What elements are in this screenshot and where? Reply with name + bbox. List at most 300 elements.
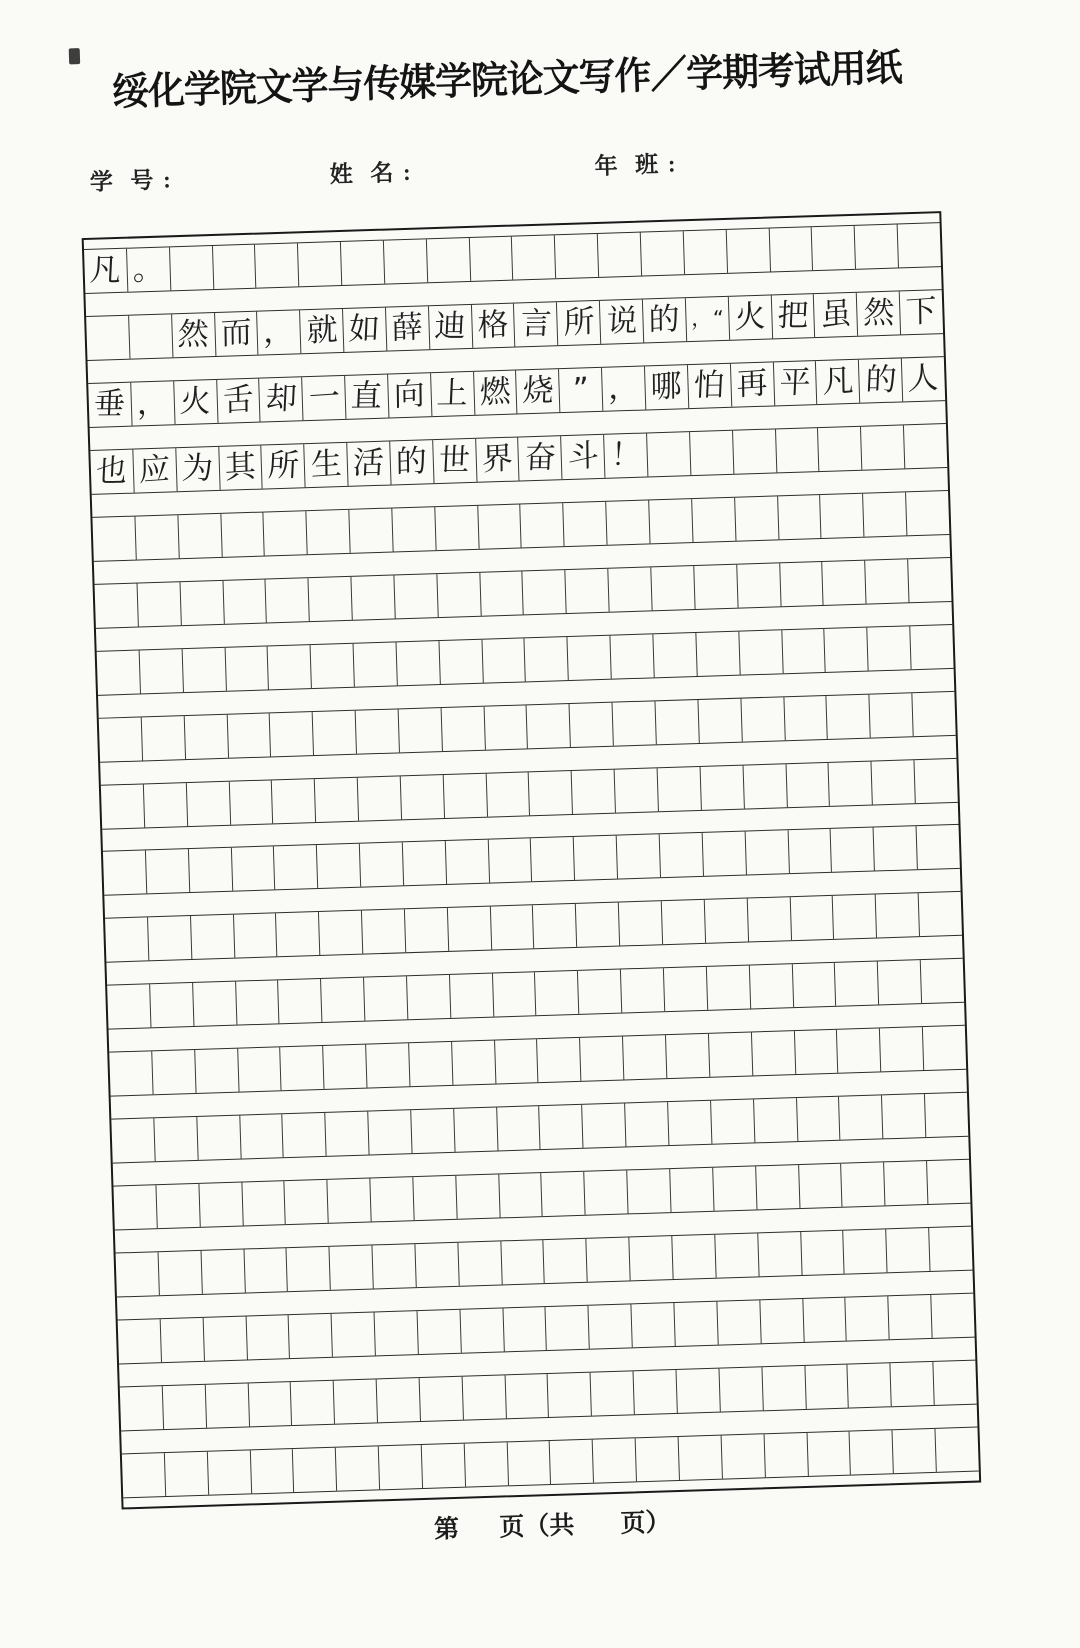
grid-cell (904, 424, 947, 468)
grid-cell (799, 1164, 843, 1208)
grid-cell (407, 975, 451, 1019)
grid-cell (435, 506, 479, 550)
handwriting-char: 平 (778, 364, 812, 401)
grid-cell (113, 1185, 157, 1229)
grid-cell (386, 306, 430, 350)
grid-cell (933, 1361, 976, 1405)
grid-cell (694, 564, 738, 608)
handwriting-char: 薛 (391, 308, 424, 347)
grid-cell (160, 1318, 204, 1362)
grid-cell (482, 638, 526, 682)
grid-cell (559, 368, 603, 412)
grid-cell (576, 903, 620, 947)
grid-cell (623, 1035, 667, 1079)
handwriting-char: ，“ (690, 306, 724, 331)
grid-cell (865, 559, 909, 603)
grid-cell (696, 631, 740, 675)
grid-cell (452, 1041, 496, 1085)
grid-cell (375, 1311, 419, 1355)
handwriting-char: ， (262, 313, 296, 350)
grid-cell (431, 372, 475, 416)
grid-cell (921, 959, 964, 1003)
grid-cell (101, 784, 145, 828)
handwriting-char: 格 (477, 306, 509, 345)
grid-cell (760, 1299, 804, 1343)
grid-cell (427, 238, 471, 282)
handwriting-char: 的 (395, 442, 428, 481)
grid-cell (874, 827, 918, 871)
grid-cell (823, 560, 867, 604)
grid-cell (429, 305, 473, 349)
grid-cell (762, 1366, 806, 1410)
grid-cell (531, 837, 575, 881)
grid-cell (555, 234, 599, 278)
grid-cell (150, 983, 194, 1027)
grid-cell (446, 840, 490, 884)
grid-cell (741, 697, 785, 741)
grid-cell (240, 1114, 284, 1158)
grid-cell (825, 627, 869, 671)
grid-cell (417, 1310, 461, 1354)
grid-cell (542, 1172, 586, 1216)
grid-cell (898, 223, 941, 267)
grid-cell (405, 908, 449, 952)
handwriting-char: 火 (179, 383, 212, 420)
grid-cell (629, 1236, 673, 1280)
grid-cell (362, 910, 406, 954)
grid-row (86, 289, 943, 361)
grid-cell (139, 649, 183, 693)
grid-cell (670, 1168, 714, 1212)
grid-cell (272, 779, 316, 823)
grid-cell (276, 912, 320, 956)
grid-cell (731, 362, 775, 406)
handwriting-char: 也 (95, 453, 129, 490)
grid-cell (133, 448, 177, 492)
grid-cell (820, 493, 864, 537)
grid-cell (660, 833, 704, 877)
grid-cell (863, 492, 907, 536)
handwriting-char: 所 (266, 447, 300, 484)
grid-cell (236, 981, 280, 1025)
grid-cell (587, 1237, 631, 1281)
grid-cell (172, 313, 216, 357)
grid-cell (174, 380, 218, 424)
grid-cell (606, 500, 650, 544)
grid-cell (801, 1231, 845, 1275)
grid-cell (516, 369, 560, 413)
grid-cell (728, 295, 772, 339)
handwriting-char: 再 (736, 364, 768, 404)
grid-cell (707, 966, 751, 1010)
grid-cell (86, 316, 130, 360)
handwriting-char: 所 (563, 303, 595, 342)
handwriting-char: 却 (264, 380, 298, 417)
grid-cell (872, 760, 916, 804)
grid-cell (886, 1228, 930, 1272)
grid-cell (923, 1026, 966, 1070)
grid-cell (557, 301, 601, 345)
grid-cell (195, 1049, 239, 1093)
grid-cell (627, 1169, 671, 1213)
grid-cell (422, 1444, 466, 1488)
handwriting-char: 的 (648, 300, 681, 339)
grid-cell (349, 508, 393, 552)
grid-cell (778, 495, 822, 539)
grid-cell (221, 512, 265, 556)
handwriting-char: 说 (605, 303, 638, 340)
grid-cell (351, 575, 395, 619)
grid-cell (743, 764, 787, 808)
grid-cell (97, 650, 141, 694)
grid-cell (118, 1319, 162, 1363)
grid-cell (309, 576, 353, 620)
handwriting-char: 其 (224, 448, 257, 487)
handwriting-char: 一 (308, 378, 340, 417)
handwriting-char: 怕 (693, 367, 726, 404)
grid-cell (790, 896, 834, 940)
grid-row (109, 1025, 966, 1097)
grid-cell (540, 1105, 584, 1149)
grid-cell (219, 445, 263, 489)
grid-cell (330, 1246, 374, 1290)
grid-cell (189, 848, 233, 892)
grid-cell (666, 1034, 710, 1078)
grid-cell (283, 1113, 327, 1157)
grid-cell (347, 441, 391, 485)
grid-cell (493, 973, 537, 1017)
grid-cell (870, 693, 914, 737)
grid-cell (131, 381, 175, 425)
grid-cell (304, 443, 348, 487)
grid-cell (499, 1173, 543, 1217)
grid-cell (891, 1362, 935, 1406)
grid-cell (615, 768, 659, 812)
grid-cell (268, 645, 312, 689)
grid-cell (882, 1094, 926, 1138)
grid-cell (484, 705, 528, 749)
grid-cell (544, 1239, 588, 1283)
grid-cell (752, 1031, 796, 1075)
student-name-label: 姓 名 : (329, 159, 414, 188)
grid-cell (700, 765, 744, 809)
grid-cell (604, 433, 648, 477)
grid-cell (902, 357, 945, 401)
grid-cell (420, 1377, 464, 1421)
grid-cell (439, 639, 483, 683)
handwriting-char: 活 (352, 444, 386, 482)
grid-cell (719, 1367, 763, 1411)
grid-cell (315, 777, 359, 821)
footer-page-middle: 页（共 (498, 1512, 575, 1542)
handwriting-char: 把 (776, 297, 810, 334)
grid-cell (829, 761, 873, 805)
grid-cell (747, 898, 791, 942)
grid-cell (688, 364, 732, 408)
grid-cell (931, 1294, 974, 1338)
grid-cell (176, 447, 220, 491)
grid-cell (244, 1248, 288, 1292)
grid-cell (737, 563, 781, 607)
grid-cell (535, 971, 579, 1015)
grid-cell (99, 717, 143, 761)
grid-cell (548, 1373, 592, 1417)
grid-row (97, 624, 954, 696)
grid-cell (334, 1379, 378, 1423)
grid-cell (231, 847, 275, 891)
grid-row (122, 1426, 979, 1498)
grid-cell (876, 894, 920, 938)
grid-cell (550, 1440, 594, 1484)
grid-cell (464, 1442, 508, 1486)
grid-cell (458, 1241, 502, 1285)
grid-cell (411, 1109, 455, 1153)
grid-cell (726, 229, 770, 273)
grid-cell (690, 431, 734, 475)
grid-cell (478, 504, 522, 548)
grid-cell (733, 429, 777, 473)
grid-cell (441, 706, 485, 750)
grid-cell (769, 227, 813, 271)
grid-cell (208, 1450, 252, 1494)
grid-cell (839, 1096, 883, 1140)
grid-cell (270, 712, 314, 756)
handwriting-char: 人 (907, 359, 940, 398)
grid-cell (401, 775, 445, 819)
grid-cell (784, 695, 828, 739)
grid-cell (684, 230, 728, 274)
grid-cell (782, 629, 826, 673)
grid-cell (519, 436, 563, 480)
grid-cell (490, 906, 534, 950)
grid-cell (390, 440, 434, 484)
handwriting-char: 舌 (222, 381, 254, 420)
grid-cell (739, 630, 783, 674)
grid-cell (472, 303, 516, 347)
grid-cell (593, 1438, 637, 1482)
grid-cell (356, 709, 400, 753)
handwriting-char: 如 (348, 311, 382, 348)
grid-cell (676, 1369, 720, 1413)
grid-cell (812, 226, 856, 270)
grid-cell (711, 1100, 755, 1144)
grid-cell (199, 1183, 243, 1227)
grid-cell (474, 370, 518, 414)
handwriting-char: 迪 (433, 308, 467, 345)
grid-cell (323, 1045, 367, 1089)
grid-cell (775, 428, 819, 472)
grid-cell (505, 1374, 549, 1418)
grid-cell (636, 1437, 680, 1481)
grid-cell (443, 773, 487, 817)
handwriting-char: ， (136, 383, 169, 422)
grid-cell (788, 829, 832, 873)
grid-cell (129, 314, 173, 358)
grid-cell (758, 1232, 802, 1276)
grid-cell (529, 770, 573, 814)
handwriting-char: 燃 (479, 373, 511, 412)
grid-cell (242, 1181, 286, 1225)
grid-cell (116, 1252, 160, 1296)
grid-cell (893, 1429, 937, 1473)
grid-cell (561, 435, 605, 479)
grid-cell (255, 243, 299, 287)
grid-cell (313, 710, 357, 754)
grid-cell (368, 1110, 412, 1154)
grid-row (84, 222, 941, 294)
grid-cell (818, 427, 862, 471)
handwriting-char: 哪 (650, 367, 683, 406)
grid-cell (317, 844, 361, 888)
student-id-label: 学 号 : (89, 167, 174, 195)
grid-row (95, 557, 952, 629)
grid-cell (841, 1162, 885, 1206)
grid-cell (717, 1300, 761, 1344)
handwriting-char: 然 (177, 316, 210, 353)
grid-cell (514, 302, 558, 346)
grid-cell (178, 514, 222, 558)
grid-cell (379, 1445, 423, 1489)
grid-cell (621, 968, 665, 1012)
grid-cell (212, 245, 256, 289)
grid-cell (582, 1104, 626, 1148)
grid-cell (298, 242, 342, 286)
grid-cell (803, 1298, 847, 1342)
grid-cell (460, 1308, 504, 1352)
handwriting-char: 向 (393, 375, 426, 414)
grid-row (118, 1293, 975, 1365)
grid-cell (343, 308, 387, 352)
grid-cell (662, 900, 706, 944)
grid-row (88, 356, 945, 428)
grid-cell (749, 964, 793, 1008)
grid-cell (90, 449, 134, 493)
grid-cell (462, 1375, 506, 1419)
grid-cell (184, 714, 228, 758)
grid-cell (103, 851, 147, 895)
grid-cell (225, 646, 269, 690)
grid-cell (686, 297, 730, 341)
grid-cell (814, 293, 858, 337)
handwriting-char: 火 (734, 298, 766, 337)
grid-cell (861, 425, 905, 469)
handwriting-char: 垂 (93, 386, 127, 423)
grid-cell (797, 1097, 841, 1141)
grid-cell (692, 497, 736, 541)
grid-cell (835, 962, 879, 1006)
handwriting-char: 生 (310, 445, 342, 484)
grid-cell (370, 1177, 414, 1221)
grid-cell (264, 511, 308, 555)
grid-cell (325, 1112, 369, 1156)
grid-cell (396, 641, 440, 685)
grid-cell (300, 309, 344, 353)
grid-cell (929, 1227, 972, 1271)
grid-cell (238, 1048, 282, 1092)
grid-cell (388, 373, 432, 417)
grid-cell (925, 1093, 968, 1137)
grid-cell (608, 567, 652, 611)
grid-cell (257, 310, 301, 354)
grid-cell (332, 1312, 376, 1356)
grid-cell (613, 701, 657, 745)
grid-cell (394, 574, 438, 618)
grid-cell (454, 1108, 498, 1152)
grid-cell (148, 916, 192, 960)
grid-cell (641, 231, 685, 275)
grid-cell (403, 841, 447, 885)
grid-cell (649, 499, 693, 543)
grid-cell (321, 978, 365, 1022)
handwriting-char: 就 (306, 311, 338, 350)
grid-cell (154, 1117, 198, 1161)
grid-cell (495, 1039, 539, 1083)
grid-cell (448, 907, 492, 951)
grid-cell (476, 437, 520, 481)
grid-cell (857, 291, 901, 335)
grid-cell (837, 1029, 881, 1073)
handwriting-char: 然 (862, 294, 895, 332)
grid-cell (585, 1171, 629, 1215)
grid-cell (805, 1365, 849, 1409)
grid-row (101, 757, 958, 829)
handwriting-char: 的 (864, 361, 898, 399)
grid-cell (399, 708, 443, 752)
grid-cell (927, 1160, 970, 1204)
grid-cell (488, 839, 532, 883)
grid-cell (437, 572, 481, 616)
grid-row (116, 1226, 973, 1298)
grid-cell (533, 904, 577, 948)
grid-row (92, 490, 949, 562)
grid-cell (570, 702, 614, 746)
grid-cell (278, 979, 322, 1023)
grid-cell (672, 1235, 716, 1279)
grid-cell (643, 298, 687, 342)
grid-cell (366, 1043, 410, 1087)
grid-cell (135, 515, 179, 559)
grid-cell (193, 982, 237, 1026)
grid-cell (262, 444, 306, 488)
grid-cell (523, 570, 567, 614)
grid-row (105, 891, 962, 963)
grid-cell (84, 249, 128, 293)
grid-cell (302, 376, 346, 420)
grid-row (111, 1092, 968, 1164)
student-info-row (79, 137, 940, 198)
grid-cell (936, 1427, 979, 1471)
grid-cell (521, 503, 565, 547)
grid-cell (186, 781, 230, 825)
grid-cell (617, 835, 661, 879)
grid-cell (341, 241, 385, 285)
grid-cell (503, 1307, 547, 1351)
grid-cell (109, 1052, 153, 1096)
handwriting-char: 上 (436, 375, 469, 412)
grid-cell (377, 1378, 421, 1422)
grid-cell (144, 783, 188, 827)
handwriting-char: 。 (132, 249, 165, 289)
grid-cell (664, 967, 708, 1011)
grid-cell (855, 224, 899, 268)
grid-cell (908, 558, 951, 602)
grid-cell (246, 1315, 290, 1359)
grid-cell (281, 1046, 325, 1090)
handwriting-char: 凡 (89, 252, 122, 289)
grid-cell (602, 366, 646, 410)
grid-cell (497, 1106, 541, 1150)
grid-cell (572, 769, 616, 813)
